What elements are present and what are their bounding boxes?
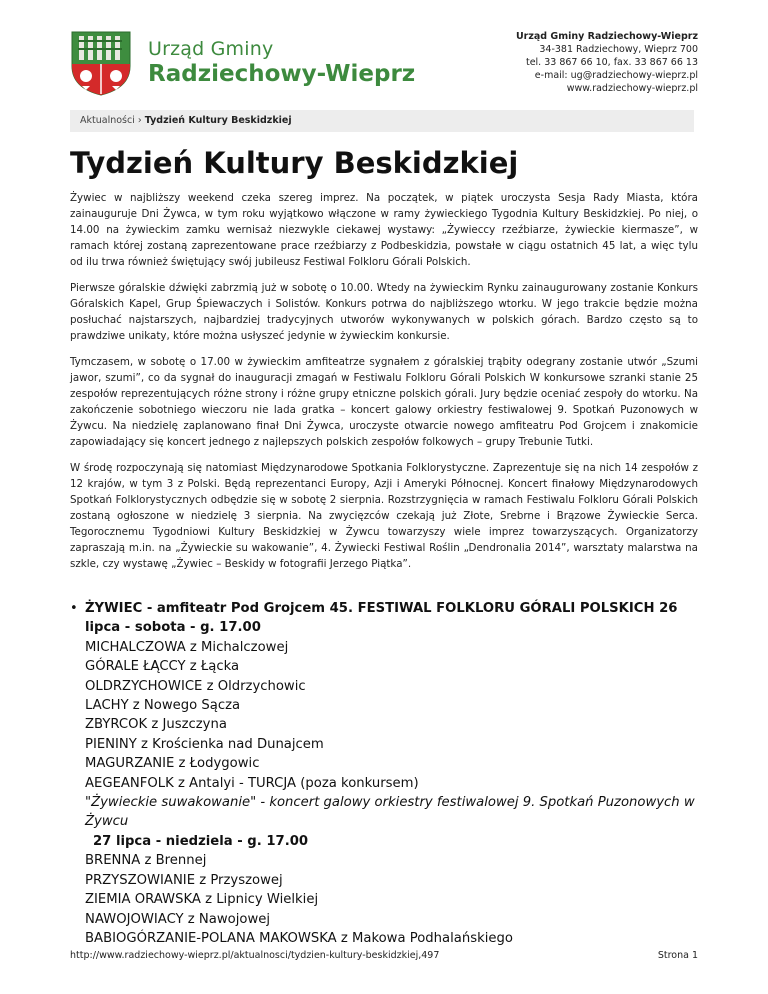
- performer-item: MAGURZANIE z Łodygowic: [85, 756, 260, 772]
- performer-item: GÓRALE ŁĄCCY z Łącka: [85, 659, 240, 675]
- bullet-icon: •: [70, 601, 78, 616]
- article-body: [70, 190, 698, 582]
- sunday-heading: 27 lipca - niedziela - g. 17.00: [93, 833, 309, 849]
- article-paragraph: W środę rozpoczynają się natomiast Międzynarodowe Spotkania Folklorystyczne. Zaprezentuje się na nich 14 zespołów z 12 krajów, w tym 3 z Polski. Będą reprezentanci Europy, Azji i Ameryki Północnej. Koncert finałowy Międzynarodowych Spotkań Folklorystycznych odbędzie się w sobotę 2 sierpnia. Rozstrzygnięcia w ramach Festiwalu Folkloru Górali Polskich zostaną ogłoszone w niedzielę 3 sierpnia. Na zwycięzców czekają już Złote, Srebrne i Brązowe Żywieckie Serca. Tegorocznemu Tygodniowi Kultury Beskidzkiej w Żywcu towarzyszy wiele imprez towarzyszących. Organizatorzy zapraszają m.in. na „Żywieckie su wakowanie”, 4. Żywiecki Festiwal Roślin „Dendronalia 2014”, warsztaty malarstwa na szkle, czy wystawę „Żywiec – Beskidy w fotografii Jerzego Piątka”.: [70, 462, 698, 570]
- performer-item: PRZYSZOWIANIE z Przyszowej: [85, 872, 283, 888]
- article-paragraph: Pierwsze góralskie dźwięki zabrzmią już w sobotę o 10.00. Wtedy na żywieckim Rynku zainaugurowany zostanie Konkurs Góralskich Kapel, Grup Śpiewaczych i Solistów. Konkurs potrwa do najbliższego wtorku. W jego trakcie będzie można posłuchać najstarszych, najbardziej tradycyjnych utworów wykonywanych w polskich górach. Bardzo często są to prawdziwe unikaty, które można usłyszeć jedynie w żywieckim konkursie.: [70, 282, 698, 342]
- performer-item: PIENINY z Krościenka nad Dunajcem: [85, 736, 324, 752]
- footer-url[interactable]: http://www.radziechowy-wieprz.pl/aktualnosci/tydzien-kultury-beskidzkiej,497: [70, 950, 440, 961]
- performer-item: AEGEANFOLK z Antalyi - TURCJA (poza konkursem): [85, 775, 419, 791]
- brand-name: [148, 38, 415, 87]
- gala-concert-line-2: Żywcu: [85, 814, 129, 830]
- festival-program: [70, 599, 698, 948]
- contact-org: Urząd Gminy Radziechowy-Wieprz: [515, 31, 698, 42]
- performer-item: MICHALCZOWA z Michalczowej: [85, 639, 289, 655]
- performer-item: NAWOJOWIACY z Nawojowej: [85, 911, 271, 927]
- gala-description: " - koncert galowy orkiestry festiwalowej 9. Spotkań Puzonowych w: [250, 795, 695, 811]
- performer-item: BABIOGÓRZANIE-POLANA MAKOWSKA z Makowa Podhalańskiego: [85, 930, 513, 946]
- contact-block: [516, 30, 698, 95]
- breadcrumb-separator: ›: [137, 115, 142, 126]
- performer-item: ZIEMIA ORAWSKA z Lipnicy Wielkiej: [85, 892, 319, 908]
- contact-email[interactable]: e-mail: ug@radziechowy-wieprz.pl: [534, 70, 698, 81]
- breadcrumb-current: Tydzień Kultury Beskidzkiej: [144, 115, 292, 126]
- page-number: Strona 1: [657, 950, 698, 961]
- page-title: Tydzień Kultury Beskidzkiej: [70, 146, 519, 180]
- article-paragraph: Żywiec w najbliższy weekend czeka szereg imprez. Na początek, w piątek uroczysta Sesja Rady Miasta, która zainauguruje Dni Żywca, w tym roku wyjątkowo włączone w ramy żywieckiego Tygodnia Kultury Beskidzkiej. Po niej, o 14.00 na żywieckim zamku wernisaż niezwykle ciekawej wystawy: „Żywieccy rzeźbiarze, żywieckie kiermasze”, w ramach której zostaną zaprezentowane prace rzeźbiarzy z Podbeskidzia, powstałe w ciągu ostatnich 45 lat, a więc tylu od ilu trwa również świętujący swój jubileusz Festiwal Folkloru Górali Polskich.: [70, 192, 698, 268]
- performer-item: OLDRZYCHOWICE z Oldrzychowic: [85, 678, 306, 694]
- brand-line2: Radziechowy-Wieprz: [148, 61, 416, 87]
- coat-of-arms-logo: [70, 30, 132, 96]
- breadcrumb: [70, 110, 694, 132]
- gala-quote: ": [85, 795, 92, 811]
- gala-title: Żywieckie suwakowanie: [91, 795, 251, 811]
- page-header: [70, 30, 698, 102]
- article-paragraph: Tymczasem, w sobotę o 17.00 w żywieckim amfiteatrze sygnałem z góralskiej trąbity odegrany zostanie utwór „Szumi jawor, szumi”, co da sygnał do inauguracji zmagań w Festiwalu Folkloru Górali Polskich W konkursowe szranki stanie 25 zespołów reprezentujących różne strony i różne grupy etniczne polskich górali. Jury będzie oceniać zespoły do wtorku. Na zakończenie sobotniego wieczoru nie lada gratka – koncert galowy orkiestry festiwalowej 9. Spotkań Puzonowych w Żywcu. Na niedzielę zaplanowano finał Dni Żywca, uroczyste otwarcie nowego amfiteatru Pod Grojcem i znakomicie zapowiadający się koncert jednego z najlepszych polskich zespołów folkowych – grupy Trebunie Tutki.: [70, 356, 698, 448]
- performer-item: ZBYRCOK z Juszczyna: [85, 717, 227, 733]
- program-heading: ŻYWIEC - amfiteatr Pod Grojcem 45. FESTIWAL FOLKLORU GÓRALI POLSKICH 26: [85, 601, 678, 616]
- performer-item: LACHY z Nowego Sącza: [85, 698, 241, 714]
- breadcrumb-parent-link[interactable]: Aktualności: [80, 115, 135, 126]
- program-heading-date: lipca - sobota - g. 17.00: [85, 620, 261, 636]
- performer-item: BRENNA z Brennej: [85, 853, 207, 869]
- brand-line1: Urząd Gminy: [148, 38, 274, 60]
- contact-website[interactable]: www.radziechowy-wieprz.pl: [566, 83, 698, 94]
- gala-concert-line: [85, 793, 698, 812]
- contact-address: 34-381 Radziechowy, Wieprz 700: [539, 44, 698, 55]
- contact-phone: tel. 33 867 66 10, fax. 33 867 66 13: [525, 57, 698, 68]
